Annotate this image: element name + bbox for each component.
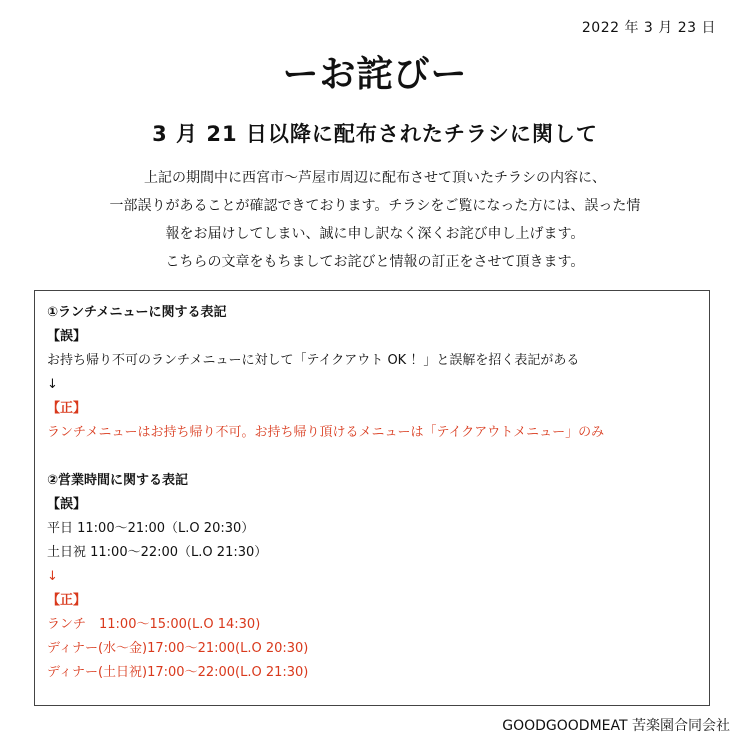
section1-heading: ①ランチメニューに関する表記 (47, 305, 227, 320)
company-name: GOODGOODMEAT 苦楽園合同会社 (502, 718, 730, 734)
section2-correct-line: ディナー(水〜金)17:00〜21:00(L.O 20:30) (47, 641, 309, 656)
section1-correct-text: ランチメニューはお持ち帰り不可。お持ち帰り頂けるメニューは「テイクアウトメニュー」のみ (47, 425, 605, 440)
intro-line: 一部誤りがあることが確認できております。チラシをご覧になった方には、誤った情 (109, 198, 641, 214)
section1-wrong-label: 【誤】 (47, 329, 87, 344)
section2-correct-line: ディナー(土日祝)17:00〜22:00(L.O 21:30) (47, 665, 309, 680)
section2-wrong-label: 【誤】 (47, 497, 87, 512)
section2-correct-label: 【正】 (47, 593, 87, 608)
intro-line: 上記の期間中に西宮市〜芦屋市周辺に配布させて頂いたチラシの内容に、 (144, 170, 606, 186)
section2-arrow: ↓ (47, 569, 58, 584)
intro-line: こちらの文章をもちましてお詫びと情報の訂正をさせて頂きます。 (165, 254, 585, 270)
notice-date: 2022 年 3 月 23 日 (581, 20, 716, 36)
section-gap (47, 445, 709, 469)
section1-wrong-text: お持ち帰り不可のランチメニューに対して「テイクアウト OK ！」と誤解を招く表記がある (47, 353, 580, 368)
correction-box (34, 290, 710, 706)
page-subtitle: 3 月 21 日以降に配布されたチラシに関して (152, 122, 598, 146)
section2-heading: ②営業時間に関する表記 (47, 473, 189, 488)
intro-line: 報をお届けしてしまい、誠に申し訳なく深くお詫び申し上げます。 (165, 226, 585, 242)
section1-arrow: ↓ (47, 377, 58, 392)
section1-correct-label: 【正】 (47, 401, 87, 416)
section2-wrong-line: 平日 11:00〜21:00（L.O 20:30） (47, 521, 255, 536)
intro-paragraph (0, 164, 750, 276)
page-title: ーお詫びー (282, 54, 468, 95)
section2-correct-line: ランチ 11:00〜15:00(L.O 14:30) (47, 617, 261, 632)
section2-wrong-line: 土日祝 11:00〜22:00（L.O 21:30） (47, 545, 268, 560)
